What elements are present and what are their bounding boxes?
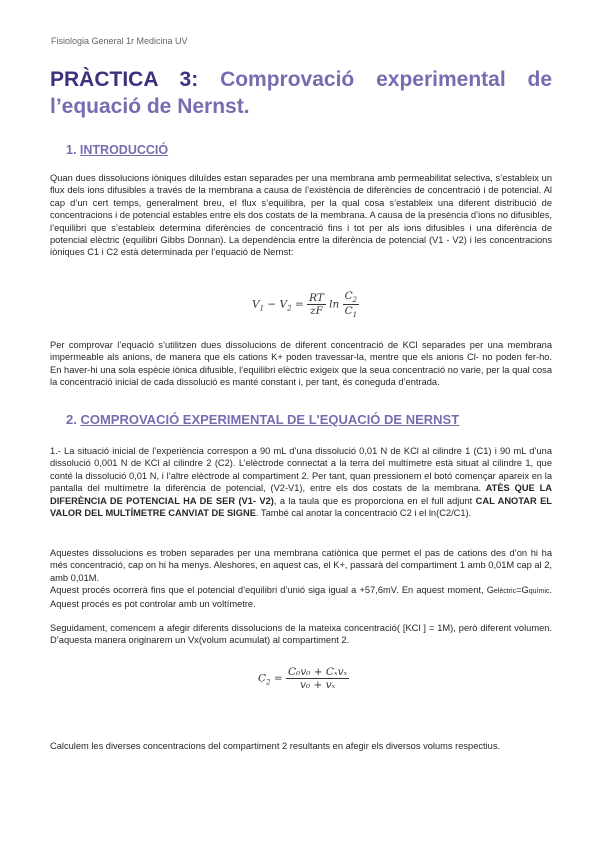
- text-run: . Aquest procés es pot controlar amb un voltímetre.: [50, 585, 552, 610]
- eq-numerator: [343, 290, 360, 305]
- section-title: COMPROVACIÓ EXPERIMENTAL DE L'EQUACIÓ DE NERNST: [80, 412, 460, 427]
- subscript-run: químic: [528, 588, 550, 595]
- eq-fraction: [343, 290, 360, 319]
- bold-run: CAL ANOTAR EL VALOR DEL MULTÍMETRE CANVIAT DE SIGNE: [50, 495, 552, 519]
- eq-c: C: [344, 305, 353, 318]
- eq-sub: 2: [287, 304, 292, 313]
- eq-numerator: C₀v₀ + Cₓvₓ: [288, 666, 348, 678]
- section-number: 1.: [66, 143, 77, 157]
- page-header: Fisiologia General 1r Medicina UV: [51, 36, 188, 46]
- section-heading-intro: [66, 143, 168, 157]
- eq-v: V: [279, 298, 288, 311]
- eq-fraction: [286, 666, 349, 691]
- eq-denominator: zF: [310, 305, 323, 318]
- experiment-paragraph-3: [50, 584, 552, 611]
- eq-c: C: [258, 672, 267, 685]
- eq-c: C: [344, 290, 353, 302]
- eq-numerator: RT: [309, 292, 324, 305]
- eq-sub: 1: [259, 304, 265, 313]
- document-title: [50, 66, 552, 120]
- eq-denominator: [343, 305, 360, 319]
- intro-paragraph-1: Quan dues dissolucions iòniques diluïdes estan separades per una membrana amb permeabilitat selectiva, s’estableix un flux dels ions difusibles a través de la membrana a causa de l’existència de diferències de concentració i de potencial. Al cap d’un cert temps, generalment breu, el flux s’equilibra, per la qual cosa s’estableix una diferent distribució de concentracions i de potencial estables entre els dos costats de la membrana. A causa de la presència d’ions no difusibles, l’equilibri que s’estableix determina diferències de concentració fins i tot per als ions difusibles i una diferència de potencial elèctric (equilibri Gibbs Donnan). La dependència entre la diferència de potencial (V1 - V2) i les concentracions iòniques C1 i C2 està determinada per l’equació de Nernst:: [50, 173, 552, 258]
- intro-paragraph-2: Per comprovar l’equació s’utilitzen dues dissolucions de diferent concentració de KCl separades per una membrana impermeable als anions, de manera que els cations K+ poden travessar-la, mentre que els anions Cl- no poden fer-ho. En haver-hi una sola espècie iònica difusible, l’equilibri elèctric exigeix que la seua concentració no varie, per la qual cosa la concentració inicial de cada dissolució es manté constant i, per tant, és coneguda d’entrada.: [50, 340, 552, 388]
- subscript-run: elèctric: [493, 588, 517, 595]
- eq-op: =: [291, 298, 308, 311]
- eq-denominator: v₀ + vₓ: [300, 679, 336, 691]
- nernst-equation: [252, 290, 359, 319]
- title-rest: Comprovació experimental de l’equació de Nernst.: [50, 68, 552, 118]
- section-number: 2.: [66, 412, 77, 427]
- eq-sub: 2: [266, 678, 271, 687]
- experiment-paragraph-2: Aquestes dissolucions es troben separades per una membrana catiònica que permet el pas de cations des d’on hi ha més concentració, cap on hi ha menys. Aleshores, en aquest cas, el K+, passarà del compartiment 1 amb 0,01M cap al 2, amb 0,01M.: [50, 548, 552, 583]
- eq-v: V: [252, 298, 260, 311]
- eq-fraction: [307, 292, 326, 317]
- title-lead: PRÀCTICA 3:: [50, 68, 199, 91]
- eq-op: −: [264, 298, 280, 311]
- eq-op: =: [270, 672, 286, 685]
- bold-run: ATÈS QUE LA DIFERÈNCIA DE POTENCIAL HA DE SER (V1- V2): [50, 483, 552, 506]
- experiment-paragraph-4: Seguidament, comencem a afegir diferents dissolucions de la mateixa concentració( [KCl ] = 1M), però diferent volumen. D’aquesta manera originarem un Vx(volum acumulat) al compartiment 2.: [50, 623, 552, 646]
- section-title: INTRODUCCIÓ: [79, 143, 169, 157]
- eq-sub: 1: [352, 311, 358, 320]
- experiment-paragraph-1: [50, 445, 552, 519]
- text-run: , a la taula que es proporciona en el full adjunt: [273, 495, 476, 506]
- text-run: =G: [516, 585, 529, 595]
- text-run: 1.- La situació inicial de l’experiència correspon a 90 mL d’una dissolució 0,01 N de KCl al cilindre 1 (C1) i 90 mL d’una dissolució 0,001 N de KCl al cilindre 2 (C2). L’elèctrode connectat a la terra del multímetre està situat al cilindre 1, que conté la dissolució 0,01 N, i l’altre elèctrode al compartiment 2. Per tant, quan pressionem el botó començar apareix en la pantalla del multímetre la diferència de potencial, (V2-V1), entre els dos costats de la membrana.: [50, 446, 552, 494]
- section-heading-experiment: [66, 412, 459, 427]
- text-run: Aquest procés ocorrerà fins que el potencial d’equilibri d’unió siga igual a +57,6mV. En aquest moment, G: [50, 585, 494, 595]
- eq-sub: 2: [352, 296, 358, 305]
- concentration-equation: [258, 666, 349, 691]
- text-run: . També cal anotar la concentració C2 i el ln(C2/C1).: [255, 508, 472, 519]
- eq-ln: ln: [325, 298, 343, 311]
- experiment-paragraph-5: Calculem les diverses concentracions del compartiment 2 resultants en afegir els diversos volums respectius.: [50, 741, 501, 751]
